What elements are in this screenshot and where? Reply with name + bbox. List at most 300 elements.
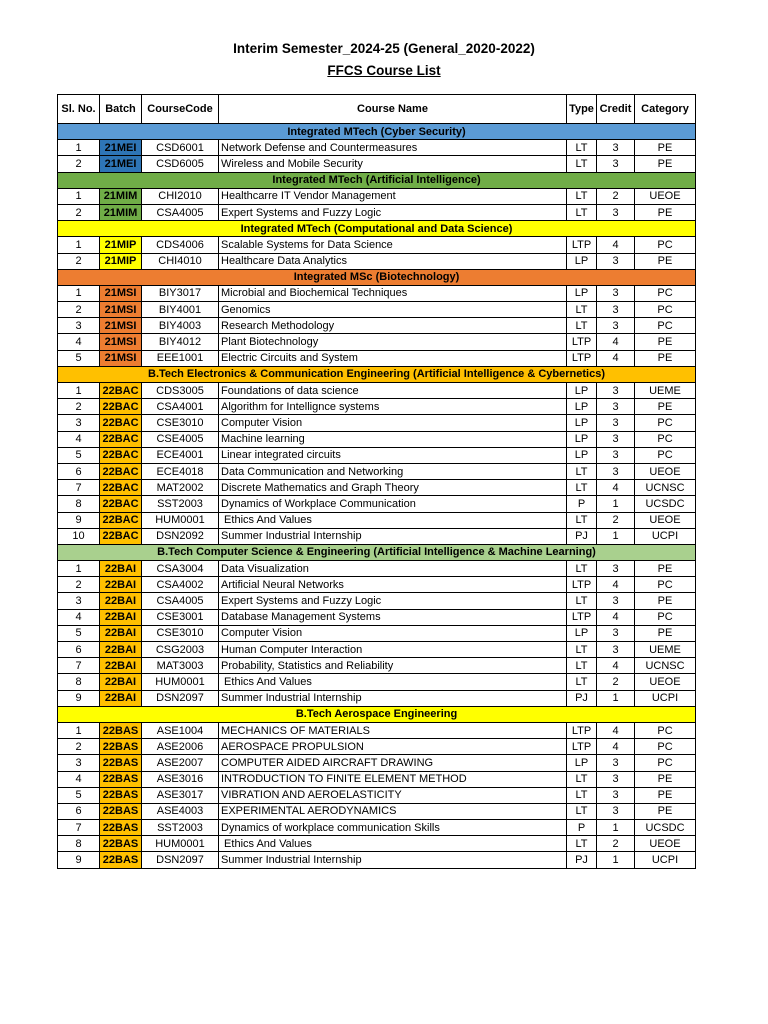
type-cell: LP bbox=[567, 415, 597, 431]
batch-cell: 22BAS bbox=[100, 787, 142, 803]
course-name-cell: Wireless and Mobile Security bbox=[219, 156, 567, 172]
course-name-cell: Plant Biotechnology bbox=[219, 334, 567, 350]
header-credit: Credit bbox=[597, 95, 635, 124]
course-code-cell: CDS3005 bbox=[142, 383, 219, 399]
category-cell: UEME bbox=[635, 642, 696, 658]
sl-no-cell: 1 bbox=[58, 561, 100, 577]
category-cell: PE bbox=[635, 156, 696, 172]
credit-cell: 3 bbox=[597, 771, 635, 787]
credit-cell: 3 bbox=[597, 447, 635, 463]
credit-cell: 3 bbox=[597, 383, 635, 399]
type-cell: PJ bbox=[567, 852, 597, 868]
category-cell: PC bbox=[635, 755, 696, 771]
course-code-cell: CHI2010 bbox=[142, 188, 219, 204]
course-name-cell: Expert Systems and Fuzzy Logic bbox=[219, 204, 567, 220]
credit-cell: 4 bbox=[597, 237, 635, 253]
batch-cell: 21MIM bbox=[100, 188, 142, 204]
table-row bbox=[58, 431, 696, 447]
credit-cell: 3 bbox=[597, 302, 635, 318]
type-cell: LT bbox=[567, 318, 597, 334]
table-row bbox=[58, 722, 696, 738]
batch-cell: 21MSI bbox=[100, 318, 142, 334]
category-cell: UEOE bbox=[635, 836, 696, 852]
category-cell: UEOE bbox=[635, 463, 696, 479]
category-cell: PE bbox=[635, 334, 696, 350]
sl-no-cell: 2 bbox=[58, 156, 100, 172]
credit-cell: 1 bbox=[597, 820, 635, 836]
type-cell: LTP bbox=[567, 350, 597, 366]
course-name-cell: INTRODUCTION TO FINITE ELEMENT METHOD bbox=[219, 771, 567, 787]
category-cell: UEME bbox=[635, 383, 696, 399]
type-cell: LT bbox=[567, 188, 597, 204]
type-cell: LT bbox=[567, 771, 597, 787]
credit-cell: 3 bbox=[597, 431, 635, 447]
category-cell: UCNSC bbox=[635, 480, 696, 496]
course-code-cell: HUM0001 bbox=[142, 512, 219, 528]
table-row bbox=[58, 302, 696, 318]
credit-cell: 2 bbox=[597, 512, 635, 528]
document-title: Interim Semester_2024-25 (General_2020-2022) bbox=[233, 41, 535, 56]
category-cell: UCNSC bbox=[635, 658, 696, 674]
type-cell: LT bbox=[567, 658, 597, 674]
table-row bbox=[58, 237, 696, 253]
course-code-cell: BIY4001 bbox=[142, 302, 219, 318]
credit-cell: 4 bbox=[597, 722, 635, 738]
sl-no-cell: 3 bbox=[58, 593, 100, 609]
sl-no-cell: 2 bbox=[58, 302, 100, 318]
table-row bbox=[58, 528, 696, 544]
table-row bbox=[58, 609, 696, 625]
table-row bbox=[58, 204, 696, 220]
type-cell: LT bbox=[567, 463, 597, 479]
type-cell: LT bbox=[567, 140, 597, 156]
table-row bbox=[58, 658, 696, 674]
course-code-cell: CHI4010 bbox=[142, 253, 219, 269]
batch-cell: 22BAI bbox=[100, 561, 142, 577]
course-name-cell: Summer Industrial Internship bbox=[219, 852, 567, 868]
section-title: B.Tech Electronics & Communication Engineering (Artificial Intelligence & Cybernetics) bbox=[58, 366, 696, 382]
type-cell: LT bbox=[567, 204, 597, 220]
table-row bbox=[58, 803, 696, 819]
table-header-row bbox=[58, 95, 696, 124]
sl-no-cell: 2 bbox=[58, 204, 100, 220]
type-cell: LP bbox=[567, 399, 597, 415]
credit-cell: 3 bbox=[597, 561, 635, 577]
credit-cell: 4 bbox=[597, 350, 635, 366]
course-table bbox=[57, 94, 696, 869]
batch-cell: 22BAS bbox=[100, 803, 142, 819]
credit-cell: 3 bbox=[597, 318, 635, 334]
batch-cell: 21MEI bbox=[100, 140, 142, 156]
course-name-cell: Human Computer Interaction bbox=[219, 642, 567, 658]
category-cell: PE bbox=[635, 787, 696, 803]
type-cell: LT bbox=[567, 674, 597, 690]
batch-cell: 21MIP bbox=[100, 237, 142, 253]
table-row bbox=[58, 496, 696, 512]
type-cell: PJ bbox=[567, 690, 597, 706]
batch-cell: 22BAS bbox=[100, 771, 142, 787]
course-code-cell: CSA4001 bbox=[142, 399, 219, 415]
course-name-cell: Computer Vision bbox=[219, 415, 567, 431]
sl-no-cell: 6 bbox=[58, 803, 100, 819]
batch-cell: 21MSI bbox=[100, 334, 142, 350]
category-cell: UEOE bbox=[635, 512, 696, 528]
credit-cell: 2 bbox=[597, 674, 635, 690]
credit-cell: 2 bbox=[597, 188, 635, 204]
course-code-cell: HUM0001 bbox=[142, 674, 219, 690]
sl-no-cell: 1 bbox=[58, 722, 100, 738]
category-cell: PC bbox=[635, 285, 696, 301]
course-code-cell: CSD6001 bbox=[142, 140, 219, 156]
course-code-cell: ASE2007 bbox=[142, 755, 219, 771]
course-name-cell: Data Communication and Networking bbox=[219, 463, 567, 479]
table-row bbox=[58, 820, 696, 836]
course-code-cell: ASE2006 bbox=[142, 739, 219, 755]
type-cell: LP bbox=[567, 253, 597, 269]
sl-no-cell: 7 bbox=[58, 658, 100, 674]
table-row bbox=[58, 447, 696, 463]
credit-cell: 3 bbox=[597, 253, 635, 269]
table-row bbox=[58, 674, 696, 690]
sl-no-cell: 8 bbox=[58, 836, 100, 852]
section-title: B.Tech Aerospace Engineering bbox=[58, 706, 696, 722]
course-name-cell: Microbial and Biochemical Techniques bbox=[219, 285, 567, 301]
sl-no-cell: 4 bbox=[58, 771, 100, 787]
course-code-cell: BIY4003 bbox=[142, 318, 219, 334]
sl-no-cell: 2 bbox=[58, 253, 100, 269]
course-name-cell: Expert Systems and Fuzzy Logic bbox=[219, 593, 567, 609]
category-cell: PC bbox=[635, 415, 696, 431]
credit-cell: 3 bbox=[597, 415, 635, 431]
batch-cell: 22BAI bbox=[100, 642, 142, 658]
type-cell: P bbox=[567, 820, 597, 836]
batch-cell: 21MSI bbox=[100, 350, 142, 366]
sl-no-cell: 2 bbox=[58, 577, 100, 593]
course-name-cell: MECHANICS OF MATERIALS bbox=[219, 722, 567, 738]
batch-cell: 22BAC bbox=[100, 431, 142, 447]
table-row bbox=[58, 642, 696, 658]
course-code-cell: MAT3003 bbox=[142, 658, 219, 674]
type-cell: PJ bbox=[567, 528, 597, 544]
credit-cell: 1 bbox=[597, 496, 635, 512]
sl-no-cell: 3 bbox=[58, 318, 100, 334]
table-row bbox=[58, 383, 696, 399]
batch-cell: 22BAC bbox=[100, 447, 142, 463]
table-row bbox=[58, 739, 696, 755]
type-cell: LT bbox=[567, 787, 597, 803]
credit-cell: 3 bbox=[597, 593, 635, 609]
sl-no-cell: 4 bbox=[58, 334, 100, 350]
section-header-row bbox=[58, 172, 696, 188]
course-code-cell: CSA3004 bbox=[142, 561, 219, 577]
header-type: Type bbox=[567, 95, 597, 124]
course-code-cell: CSD6005 bbox=[142, 156, 219, 172]
course-code-cell: CSA4002 bbox=[142, 577, 219, 593]
type-cell: LT bbox=[567, 156, 597, 172]
sl-no-cell: 5 bbox=[58, 447, 100, 463]
type-cell: LP bbox=[567, 383, 597, 399]
section-header-row bbox=[58, 124, 696, 140]
batch-cell: 22BAI bbox=[100, 625, 142, 641]
table-row bbox=[58, 415, 696, 431]
table-row bbox=[58, 625, 696, 641]
section-header-row bbox=[58, 221, 696, 237]
table-row bbox=[58, 188, 696, 204]
section-title: Integrated MTech (Computational and Data Science) bbox=[58, 221, 696, 237]
table-row bbox=[58, 253, 696, 269]
section-title: B.Tech Computer Science & Engineering (Artificial Intelligence & Machine Learning) bbox=[58, 544, 696, 560]
course-code-cell: ASE3016 bbox=[142, 771, 219, 787]
credit-cell: 3 bbox=[597, 642, 635, 658]
course-name-cell: Dynamics of workplace communication Skills bbox=[219, 820, 567, 836]
course-name-cell: Probability, Statistics and Reliability bbox=[219, 658, 567, 674]
course-name-cell: Summer Industrial Internship bbox=[219, 528, 567, 544]
category-cell: PE bbox=[635, 771, 696, 787]
credit-cell: 4 bbox=[597, 577, 635, 593]
course-code-cell: ASE1004 bbox=[142, 722, 219, 738]
course-name-cell: Machine learning bbox=[219, 431, 567, 447]
sl-no-cell: 7 bbox=[58, 480, 100, 496]
header-category: Category bbox=[635, 95, 696, 124]
table-row bbox=[58, 852, 696, 868]
course-code-cell: CDS4006 bbox=[142, 237, 219, 253]
table-row bbox=[58, 593, 696, 609]
course-name-cell: Algorithm for Intellignce systems bbox=[219, 399, 567, 415]
table-row bbox=[58, 156, 696, 172]
sl-no-cell: 3 bbox=[58, 415, 100, 431]
type-cell: LTP bbox=[567, 722, 597, 738]
type-cell: LTP bbox=[567, 739, 597, 755]
credit-cell: 4 bbox=[597, 480, 635, 496]
course-name-cell: Genomics bbox=[219, 302, 567, 318]
course-name-cell: AEROSPACE PROPULSION bbox=[219, 739, 567, 755]
batch-cell: 21MEI bbox=[100, 156, 142, 172]
credit-cell: 3 bbox=[597, 285, 635, 301]
sl-no-cell: 8 bbox=[58, 496, 100, 512]
course-code-cell: MAT2002 bbox=[142, 480, 219, 496]
section-header-row bbox=[58, 706, 696, 722]
document-header bbox=[0, 38, 768, 82]
course-name-cell: Artificial Neural Networks bbox=[219, 577, 567, 593]
course-code-cell: CSE3010 bbox=[142, 625, 219, 641]
sl-no-cell: 1 bbox=[58, 140, 100, 156]
section-title: Integrated MSc (Biotechnology) bbox=[58, 269, 696, 285]
batch-cell: 22BAC bbox=[100, 480, 142, 496]
category-cell: PE bbox=[635, 561, 696, 577]
course-code-cell: HUM0001 bbox=[142, 836, 219, 852]
sl-no-cell: 5 bbox=[58, 350, 100, 366]
header-course-code: CourseCode bbox=[142, 95, 219, 124]
type-cell: LT bbox=[567, 642, 597, 658]
course-name-cell: Scalable Systems for Data Science bbox=[219, 237, 567, 253]
section-header-row bbox=[58, 366, 696, 382]
type-cell: LT bbox=[567, 302, 597, 318]
credit-cell: 3 bbox=[597, 156, 635, 172]
course-code-cell: SST2003 bbox=[142, 820, 219, 836]
batch-cell: 22BAS bbox=[100, 739, 142, 755]
batch-cell: 21MIM bbox=[100, 204, 142, 220]
credit-cell: 3 bbox=[597, 463, 635, 479]
course-name-cell: Linear integrated circuits bbox=[219, 447, 567, 463]
category-cell: UCPI bbox=[635, 690, 696, 706]
sl-no-cell: 1 bbox=[58, 188, 100, 204]
course-code-cell: ECE4001 bbox=[142, 447, 219, 463]
sl-no-cell: 2 bbox=[58, 739, 100, 755]
table-body bbox=[58, 124, 696, 869]
sl-no-cell: 3 bbox=[58, 755, 100, 771]
batch-cell: 21MSI bbox=[100, 285, 142, 301]
sl-no-cell: 5 bbox=[58, 625, 100, 641]
course-name-cell: Discrete Mathematics and Graph Theory bbox=[219, 480, 567, 496]
course-code-cell: BIY4012 bbox=[142, 334, 219, 350]
course-name-cell: Healthcarre IT Vendor Management bbox=[219, 188, 567, 204]
batch-cell: 22BAC bbox=[100, 399, 142, 415]
batch-cell: 22BAC bbox=[100, 496, 142, 512]
table-row bbox=[58, 836, 696, 852]
category-cell: PC bbox=[635, 447, 696, 463]
type-cell: LT bbox=[567, 480, 597, 496]
course-name-cell: Ethics And Values bbox=[219, 836, 567, 852]
credit-cell: 3 bbox=[597, 140, 635, 156]
credit-cell: 2 bbox=[597, 836, 635, 852]
batch-cell: 22BAS bbox=[100, 852, 142, 868]
credit-cell: 1 bbox=[597, 852, 635, 868]
table-row bbox=[58, 285, 696, 301]
course-code-cell: ECE4018 bbox=[142, 463, 219, 479]
section-title: Integrated MTech (Cyber Security) bbox=[58, 124, 696, 140]
course-name-cell: Research Methodology bbox=[219, 318, 567, 334]
course-code-cell: BIY3017 bbox=[142, 285, 219, 301]
course-code-cell: SST2003 bbox=[142, 496, 219, 512]
category-cell: PC bbox=[635, 722, 696, 738]
category-cell: UEOE bbox=[635, 674, 696, 690]
course-name-cell: Foundations of data science bbox=[219, 383, 567, 399]
batch-cell: 22BAS bbox=[100, 820, 142, 836]
category-cell: PE bbox=[635, 140, 696, 156]
category-cell: PE bbox=[635, 399, 696, 415]
batch-cell: 22BAI bbox=[100, 609, 142, 625]
course-code-cell: DSN2092 bbox=[142, 528, 219, 544]
batch-cell: 22BAC bbox=[100, 415, 142, 431]
course-code-cell: DSN2097 bbox=[142, 690, 219, 706]
document-subtitle: FFCS Course List bbox=[327, 63, 441, 78]
credit-cell: 4 bbox=[597, 609, 635, 625]
course-name-cell: Dynamics of Workplace Communication bbox=[219, 496, 567, 512]
sl-no-cell: 5 bbox=[58, 787, 100, 803]
type-cell: LP bbox=[567, 755, 597, 771]
table-row bbox=[58, 318, 696, 334]
sl-no-cell: 6 bbox=[58, 463, 100, 479]
type-cell: LP bbox=[567, 431, 597, 447]
type-cell: LT bbox=[567, 512, 597, 528]
type-cell: LP bbox=[567, 447, 597, 463]
batch-cell: 22BAC bbox=[100, 463, 142, 479]
category-cell: PC bbox=[635, 739, 696, 755]
credit-cell: 1 bbox=[597, 528, 635, 544]
credit-cell: 3 bbox=[597, 755, 635, 771]
type-cell: LP bbox=[567, 625, 597, 641]
sl-no-cell: 1 bbox=[58, 237, 100, 253]
sl-no-cell: 1 bbox=[58, 383, 100, 399]
batch-cell: 22BAI bbox=[100, 593, 142, 609]
category-cell: UCSDC bbox=[635, 820, 696, 836]
category-cell: PE bbox=[635, 593, 696, 609]
table-row bbox=[58, 577, 696, 593]
category-cell: UCPI bbox=[635, 852, 696, 868]
batch-cell: 21MIP bbox=[100, 253, 142, 269]
type-cell: LTP bbox=[567, 609, 597, 625]
type-cell: LT bbox=[567, 561, 597, 577]
credit-cell: 4 bbox=[597, 334, 635, 350]
type-cell: P bbox=[567, 496, 597, 512]
course-name-cell: Ethics And Values bbox=[219, 512, 567, 528]
category-cell: PC bbox=[635, 318, 696, 334]
batch-cell: 22BAC bbox=[100, 528, 142, 544]
section-header-row bbox=[58, 544, 696, 560]
sl-no-cell: 2 bbox=[58, 399, 100, 415]
credit-cell: 4 bbox=[597, 658, 635, 674]
credit-cell: 3 bbox=[597, 787, 635, 803]
batch-cell: 22BAS bbox=[100, 722, 142, 738]
type-cell: LT bbox=[567, 803, 597, 819]
category-cell: PC bbox=[635, 431, 696, 447]
sl-no-cell: 4 bbox=[58, 609, 100, 625]
credit-cell: 4 bbox=[597, 739, 635, 755]
table-row bbox=[58, 140, 696, 156]
sl-no-cell: 1 bbox=[58, 285, 100, 301]
table-row bbox=[58, 399, 696, 415]
course-code-cell: ASE4003 bbox=[142, 803, 219, 819]
type-cell: LTP bbox=[567, 577, 597, 593]
table-row bbox=[58, 480, 696, 496]
batch-cell: 22BAI bbox=[100, 577, 142, 593]
course-name-cell: Healthcare Data Analytics bbox=[219, 253, 567, 269]
course-name-cell: Data Visualization bbox=[219, 561, 567, 577]
table-row bbox=[58, 771, 696, 787]
type-cell: LP bbox=[567, 285, 597, 301]
category-cell: UCSDC bbox=[635, 496, 696, 512]
batch-cell: 22BAI bbox=[100, 658, 142, 674]
table-row bbox=[58, 690, 696, 706]
category-cell: PE bbox=[635, 253, 696, 269]
course-code-cell: EEE1001 bbox=[142, 350, 219, 366]
course-name-cell: EXPERIMENTAL AERODYNAMICS bbox=[219, 803, 567, 819]
sl-no-cell: 9 bbox=[58, 852, 100, 868]
table-row bbox=[58, 463, 696, 479]
category-cell: PE bbox=[635, 625, 696, 641]
course-code-cell: CSE3001 bbox=[142, 609, 219, 625]
sl-no-cell: 8 bbox=[58, 674, 100, 690]
type-cell: LT bbox=[567, 836, 597, 852]
table-row bbox=[58, 350, 696, 366]
table-row bbox=[58, 787, 696, 803]
header-course-name: Course Name bbox=[219, 95, 567, 124]
course-code-cell: ASE3017 bbox=[142, 787, 219, 803]
batch-cell: 22BAC bbox=[100, 512, 142, 528]
credit-cell: 3 bbox=[597, 204, 635, 220]
section-header-row bbox=[58, 269, 696, 285]
course-code-cell: CSA4005 bbox=[142, 593, 219, 609]
sl-no-cell: 4 bbox=[58, 431, 100, 447]
course-code-cell: CSE4005 bbox=[142, 431, 219, 447]
credit-cell: 1 bbox=[597, 690, 635, 706]
batch-cell: 22BAC bbox=[100, 383, 142, 399]
sl-no-cell: 10 bbox=[58, 528, 100, 544]
credit-cell: 3 bbox=[597, 625, 635, 641]
sl-no-cell: 7 bbox=[58, 820, 100, 836]
category-cell: PC bbox=[635, 609, 696, 625]
course-code-cell: DSN2097 bbox=[142, 852, 219, 868]
